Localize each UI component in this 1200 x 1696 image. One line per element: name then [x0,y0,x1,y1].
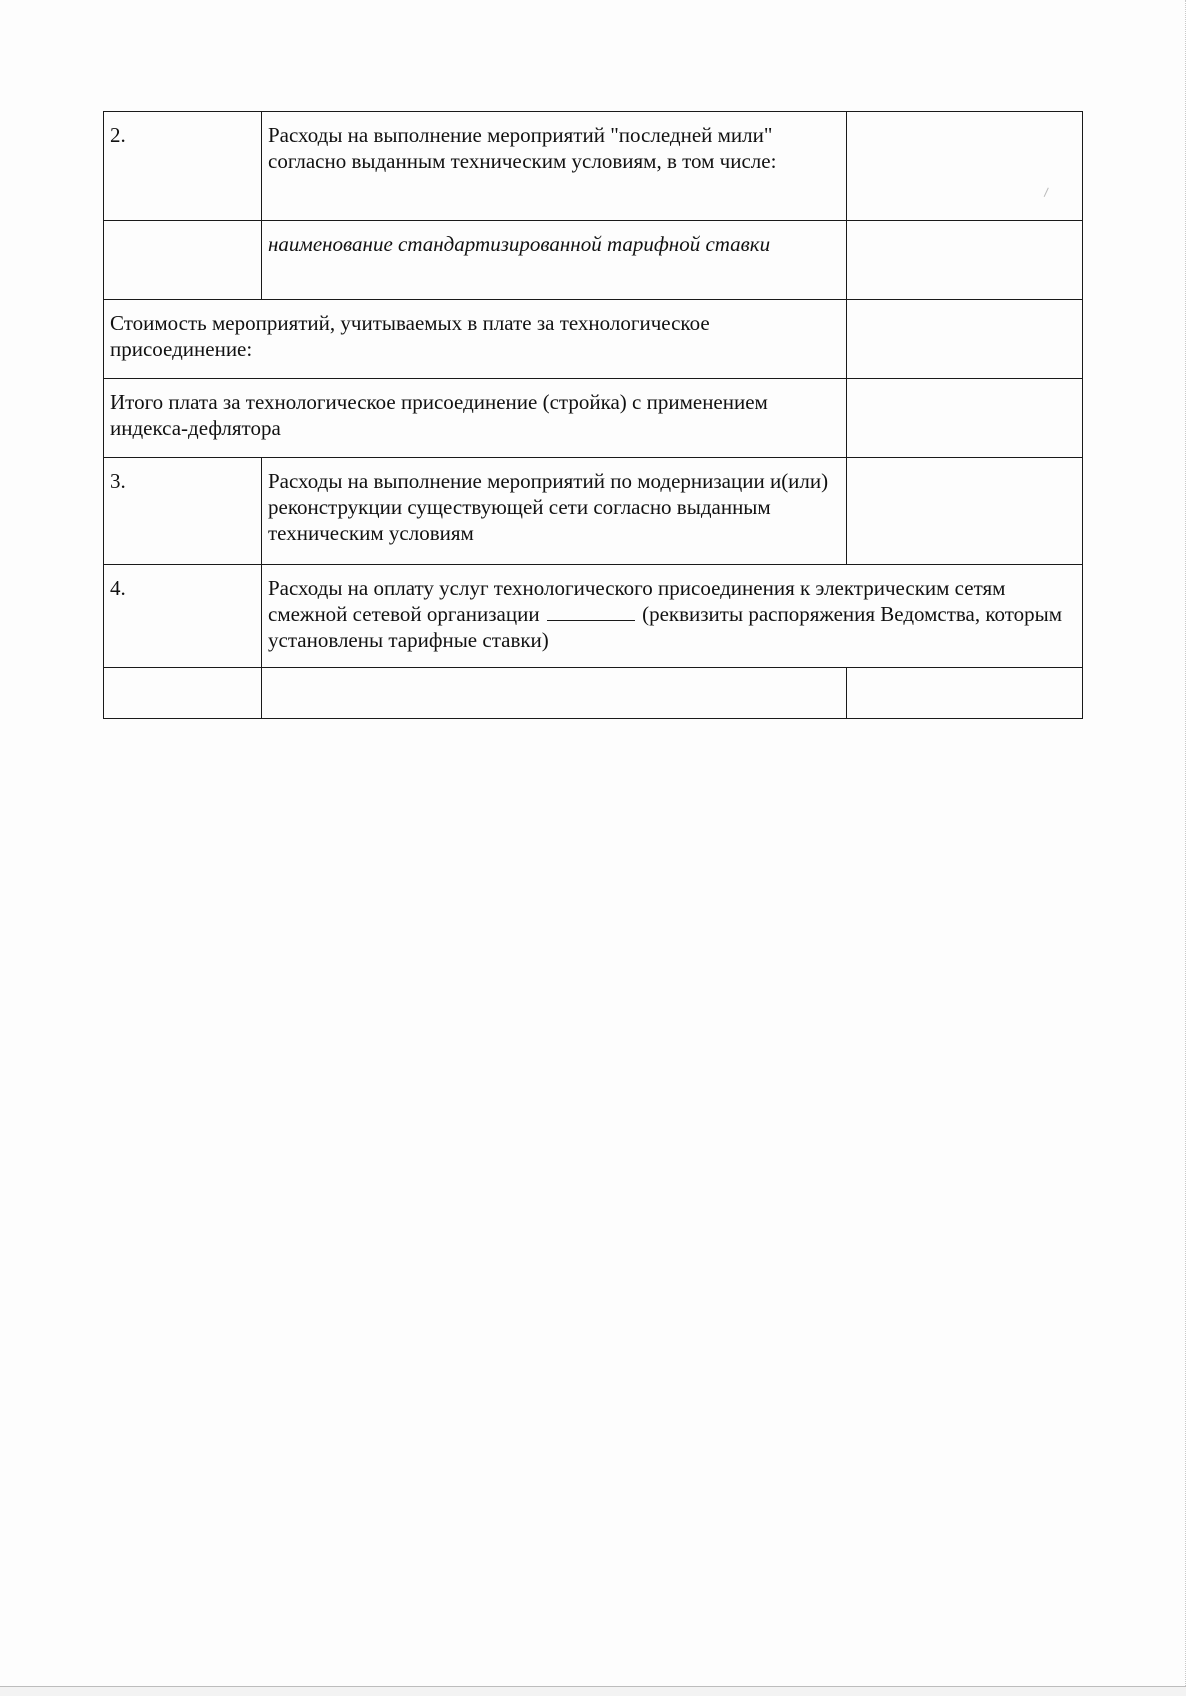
value-cell [847,300,1083,379]
cost-label-cell: Стоимость мероприятий, учитываемых в плате за технологическое присоединение: [104,300,847,379]
description-cell [262,565,1083,668]
description-cell: Расходы на выполнение мероприятий "последней мили" согласно выданным техническим условиям, в том числе: [262,112,847,221]
table-row [104,221,1083,300]
row-4-text-part1: Расходы на оплату услуг технологического присоединения к электрическим сетям смежной сетевой организации [268,576,1006,626]
table-row [104,668,1083,719]
fill-in-blank [547,606,635,621]
row-number-cell [104,221,262,300]
table-row [104,458,1083,565]
row-number-cell: 3. [104,458,262,565]
description-cell: Расходы на выполнение мероприятий по модернизации и(или) реконструкции существующей сети согласно выданным техническим условиям [262,458,847,565]
value-cell [847,379,1083,458]
row-4-text-part2: (реквизиты распоряжения Ведомства, которым установлены тарифные ставки) [268,602,1063,652]
value-cell [847,458,1083,565]
scan-edge-bottom [0,1686,1186,1696]
value-cell [847,112,1083,221]
row-number-cell: 2. [104,112,262,221]
tariff-rate-name-cell: наименование стандартизированной тарифной ставки [262,221,847,300]
scan-edge-right [1185,0,1200,1696]
table-row [104,379,1083,458]
tariff-table [103,111,1083,719]
table-row [104,300,1083,379]
table-row [104,565,1083,668]
table-row [104,112,1083,221]
empty-cell [104,668,262,719]
row-number-cell: 4. [104,565,262,668]
empty-cell [262,668,847,719]
total-label-cell: Итого плата за технологическое присоединение (стройка) с применением индекса-дефлятора [104,379,847,458]
value-cell [847,221,1083,300]
empty-cell [847,668,1083,719]
